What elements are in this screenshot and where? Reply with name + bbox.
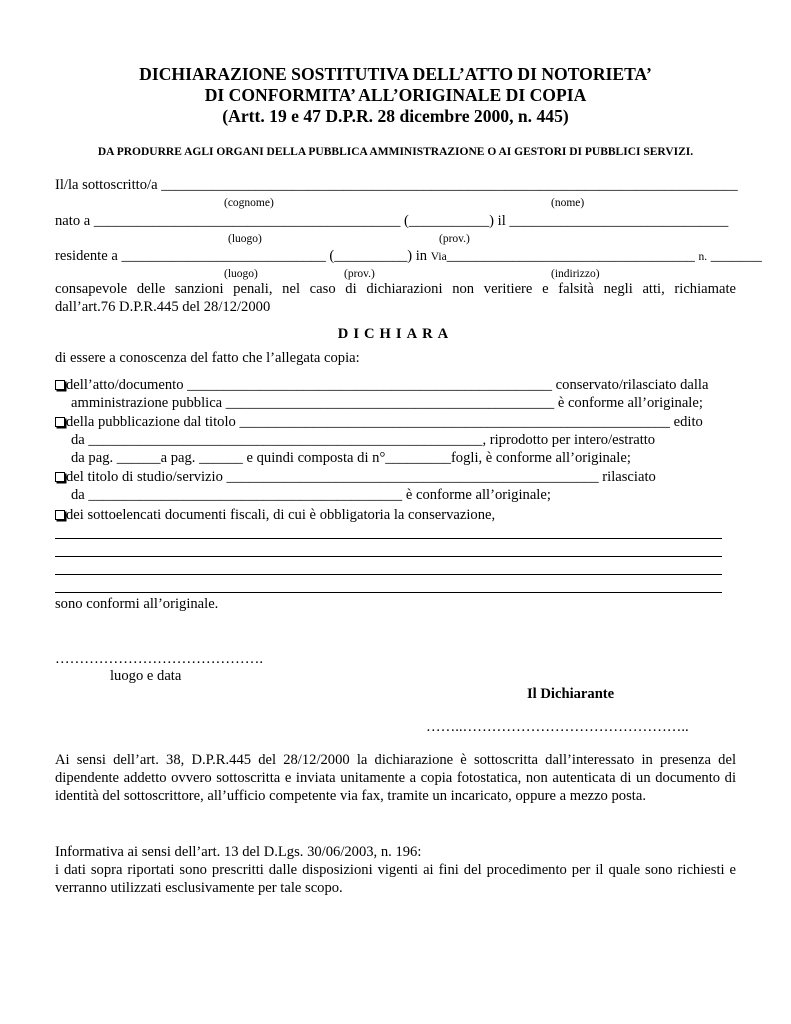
numero-blank: _______ bbox=[710, 248, 762, 264]
cognome-label: (cognome) bbox=[224, 197, 274, 209]
dichiara-heading: DICHIARA bbox=[337, 326, 454, 342]
option-atto[interactable] bbox=[55, 376, 708, 394]
numero-label: n. bbox=[698, 251, 708, 263]
via-label: Via bbox=[430, 251, 447, 263]
residente-field[interactable] bbox=[55, 247, 762, 266]
consapevole-line-2: dall’art.76 D.P.R.445 del 28/12/2000 bbox=[55, 299, 271, 315]
conformi-text: sono conformi all’originale. bbox=[55, 596, 219, 612]
res-luogo-label: (luogo) bbox=[224, 268, 258, 280]
pubblicazione-text: della pubblicazione dal titolo ___________________________________________________________ edito bbox=[66, 414, 703, 430]
option-pubblicazione[interactable] bbox=[55, 413, 703, 431]
fiscali-blank-line-1[interactable] bbox=[55, 538, 722, 539]
nato-luogo-label: (luogo) bbox=[228, 233, 262, 245]
luogo-data-field[interactable]: ……………………………………. bbox=[55, 651, 263, 667]
nato-field[interactable]: nato a __________________________________________ (___________) il ______________________________ bbox=[55, 213, 729, 229]
atto-line-2[interactable]: amministrazione pubblica _____________________________________________ è conforme all’originale; bbox=[71, 395, 703, 411]
residente-text: residente a ____________________________ (__________) in bbox=[55, 248, 428, 264]
res-prov-label: (prov.) bbox=[344, 268, 375, 280]
firma-field[interactable]: ……..……………………………………….. bbox=[426, 719, 689, 735]
title-line-3: (Artt. 19 e 47 D.P.R. 28 dicembre 2000, n. 445) bbox=[222, 106, 569, 126]
title-line-1: DICHIARAZIONE SOSTITUTIVA DELL’ATTO DI NOTORIETA’ bbox=[139, 64, 652, 84]
fiscali-blank-line-4[interactable] bbox=[55, 592, 722, 593]
titolo-line-2[interactable]: da ___________________________________________ è conforme all’originale; bbox=[71, 487, 551, 503]
consapevole-line-1: consapevole delle sanzioni penali, nel caso di dichiarazioni non veritiere e falsità negli atti, richiamate bbox=[55, 281, 736, 297]
option-titolo[interactable] bbox=[55, 468, 656, 486]
nome-label: (nome) bbox=[551, 197, 585, 209]
title-line-2: DI CONFORMITA’ ALL’ORIGINALE DI COPIA bbox=[204, 85, 587, 105]
atto-text: dell’atto/documento __________________________________________________ conservato/rilasciato dalla bbox=[66, 377, 709, 393]
via-blank: __________________________________ bbox=[446, 248, 695, 264]
sottoscritto-field[interactable]: Il/la sottoscritto/a _______________________________________________________________________________ bbox=[55, 177, 738, 193]
fiscali-blank-line-2[interactable] bbox=[55, 556, 722, 557]
nato-prov-label: (prov.) bbox=[439, 233, 470, 245]
res-indirizzo-label: (indirizzo) bbox=[551, 268, 600, 280]
subtitle: DA PRODURRE AGLI ORGANI DELLA PUBBLICA AMMINISTRAZIONE O AI GESTORI DI PUBBLICI SERVIZI. bbox=[97, 146, 694, 158]
titolo-text: del titolo di studio/servizio ___________________________________________________ rilasciato bbox=[66, 469, 656, 485]
option-fiscali[interactable] bbox=[55, 506, 495, 524]
fiscali-checkbox[interactable] bbox=[55, 510, 65, 520]
informativa-title: Informativa ai sensi dell’art. 13 del D.Lgs. 30/06/2003, n. 196: bbox=[55, 844, 422, 860]
fiscali-text: dei sottoelencati documenti fiscali, di cui è obbligatoria la conservazione, bbox=[66, 507, 496, 523]
luogo-data-label: luogo e data bbox=[110, 668, 182, 684]
art38-note: Ai sensi dell’art. 38, D.P.R.445 del 28/12/2000 la dichiarazione è sottoscritta dall’interessato in presenza del dipendente addetto ovvero sottoscritta e inviata unitamente a copia fotostatica, non autenticata di un documento di identità del sottoscrittore, all’ufficio competente via fax, tramite un incaricato, oppure a mezzo posta. bbox=[55, 752, 736, 804]
dichiarante-label: Il Dichiarante bbox=[527, 686, 615, 702]
titolo-checkbox[interactable] bbox=[55, 472, 65, 482]
atto-checkbox[interactable] bbox=[55, 380, 65, 390]
fiscali-blank-line-3[interactable] bbox=[55, 574, 722, 575]
dichiara-intro: di essere a conoscenza del fatto che l’allegata copia: bbox=[55, 350, 360, 366]
pubblicazione-line-3[interactable]: da pag. ______a pag. ______ e quindi composta di n°_________fogli, è conforme all’originale; bbox=[71, 450, 631, 466]
pubblicazione-line-2[interactable]: da ______________________________________________________, riprodotto per intero/estratto bbox=[71, 432, 656, 448]
pubblicazione-checkbox[interactable] bbox=[55, 417, 65, 427]
informativa-text: i dati sopra riportati sono prescritti dalle disposizioni vigenti ai fini del procedimento per il quale sono richiesti e verranno utilizzati esclusivamente per tale scopo. bbox=[55, 862, 736, 896]
